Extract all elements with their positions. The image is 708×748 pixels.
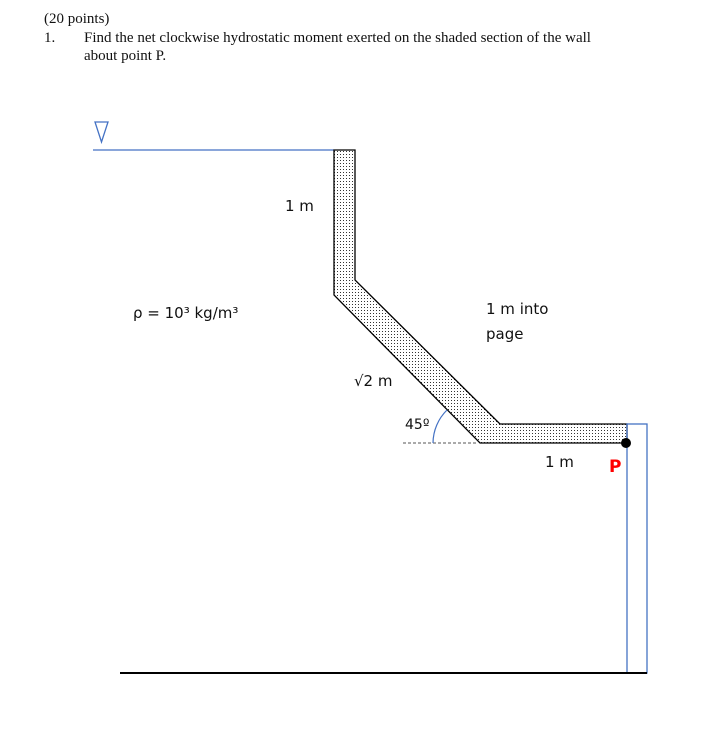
diagonal-length-label: √2 m <box>354 372 393 390</box>
density-label: ρ = 10³ kg/m³ <box>133 304 239 322</box>
depth-label-line1: 1 m into <box>486 300 549 318</box>
angle-arc <box>433 410 447 443</box>
depth-label-line2: page <box>486 325 524 343</box>
vertical-length-label: 1 m <box>285 197 314 215</box>
problem-text-line2: about point P. <box>84 48 167 64</box>
shaded-wall-section <box>334 150 627 443</box>
horizontal-length-label: 1 m <box>545 453 574 471</box>
point-p-marker <box>621 438 631 448</box>
angle-label: 45º <box>405 417 430 433</box>
point-p-label: P <box>609 457 622 477</box>
problem-text-line1: Find the net clockwise hydrostatic moment exerted on the shaded section of the wall <box>84 30 591 46</box>
points-label: (20 points) <box>44 11 110 27</box>
problem-number: 1. <box>44 30 56 46</box>
water-surface-icon <box>95 122 108 142</box>
lower-wall <box>627 424 647 673</box>
